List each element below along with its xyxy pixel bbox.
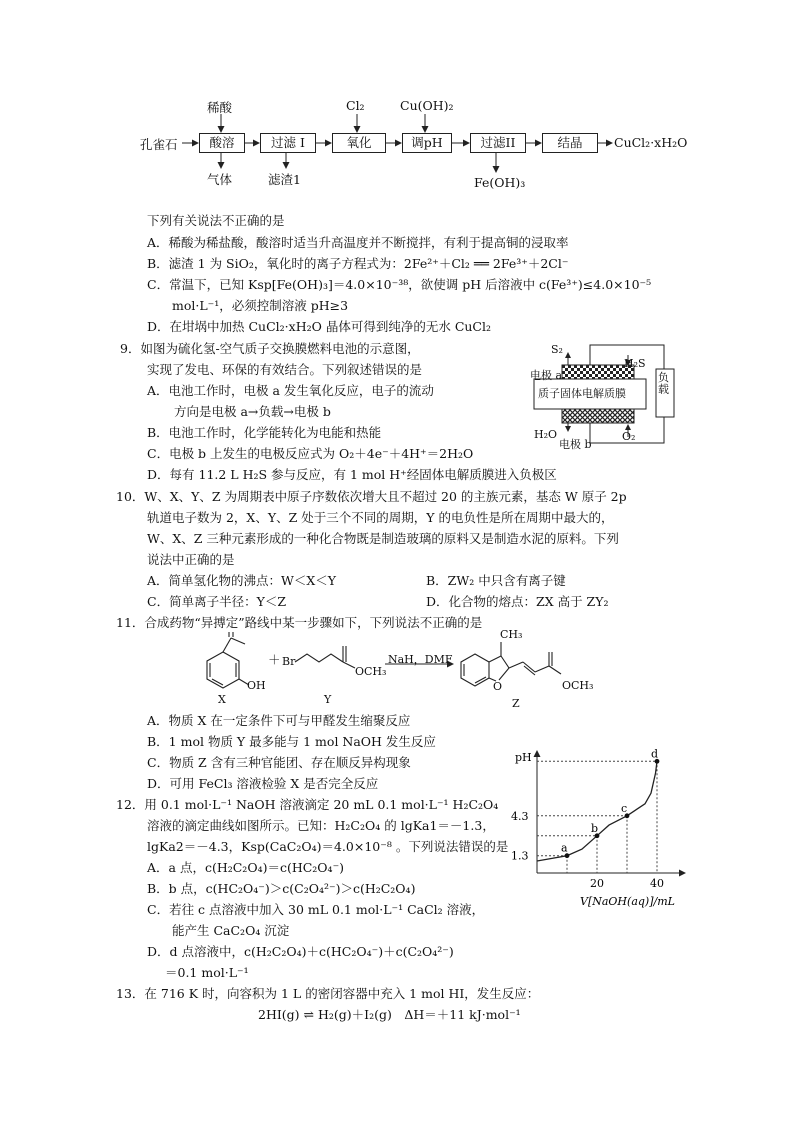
q9-option-b: B．电池工作时，化学能转化为电能和热能 <box>147 425 382 440</box>
q12-option-a: A．a 点，c(H₂C₂O₄)＝c(HC₂O₄⁻) <box>147 860 345 875</box>
reaction-plus: ＋ <box>268 652 281 667</box>
q9-stem-line2: 实现了发电、环保的有效结合。下列叙述错误的是 <box>147 362 423 377</box>
flow-step-adjust-ph: 调pH <box>402 133 452 153</box>
q8-option-c-line2: mol·L⁻¹，必须控制溶液 pH≥3 <box>172 298 349 313</box>
process-flow-diagram <box>0 0 794 200</box>
reaction-z-ch3: CH₃ <box>500 628 523 641</box>
fuel-cell-electrode-a-label: 电极 a <box>530 369 563 382</box>
fuel-cell-membrane-label: 质子固体电解质膜 <box>538 387 626 400</box>
flow-input-cuoh2: Cu(OH)₂ <box>400 98 454 113</box>
q12-option-c-line1: C．若往 c 点溶液中加入 30 mL 0.1 mol·L⁻¹ CaCl₂ 溶液， <box>147 902 485 917</box>
reaction-label-z: Z <box>512 697 520 710</box>
reaction-scheme <box>195 632 615 712</box>
q10-stem-line1: 10．W、X、Y、Z 为周期表中原子序数依次增大且不超过 20 的主族元素，基态 W 原子 2p <box>116 489 627 504</box>
q8-option-c-line1: C．常温下，已知 Ksp[Fe(OH)₃]＝4.0×10⁻³⁸，欲使调 pH 后溶液中 c(Fe³⁺)≤4.0×10⁻⁵ <box>147 277 652 292</box>
chart-y-tick-1-3: 1.3 <box>511 849 529 863</box>
q12-option-b: B．b 点，c(HC₂O₄⁻)＞c(C₂O₄²⁻)＞c(H₂C₂O₄) <box>147 881 416 896</box>
q11-option-a: A．物质 X 在一定条件下可与甲醛发生缩聚反应 <box>147 713 411 728</box>
reaction-y-och3: OCH₃ <box>355 665 387 678</box>
q9-stem-line1: 9．如图为硫化氢-空气质子交换膜燃料电池的示意图， <box>120 341 420 356</box>
structure-y <box>295 646 355 668</box>
fuel-cell-s2-label: S₂ <box>551 343 563 356</box>
fuel-cell-electrode-b-label: 电极 b <box>559 438 592 451</box>
reaction-br: Br <box>282 655 296 668</box>
flow-output-feoh3: Fe(OH)₃ <box>474 175 526 190</box>
flow-step-acid-dissolve: 酸溶 <box>199 133 245 153</box>
q8-option-b: B．滤渣 1 为 SiO₂，氧化时的离子方程式为：2Fe²⁺＋Cl₂ ══ 2Fe³⁺＋2Cl⁻ <box>147 256 569 271</box>
reaction-z-ring-o: O <box>493 680 503 693</box>
structure-z <box>461 642 561 686</box>
q11-option-c: C．物质 Z 含有三种官能团、存在顺反异构现象 <box>147 755 411 770</box>
q12-option-c-line2: 能产生 CaC₂O₄ 沉淀 <box>172 923 290 938</box>
reaction-label-y: Y <box>324 693 332 706</box>
q11-option-d: D．可用 FeCl₃ 溶液检验 X 是否完全反应 <box>147 776 379 791</box>
q8-option-d: D．在坩埚中加热 CuCl₂·xH₂O 晶体可得到纯净的无水 CuCl₂ <box>147 319 492 334</box>
q12-stem-line3: lgKa2＝－4.3，Ksp(CaC₂O₄)＝4.0×10⁻⁸ 。下列说法错误的是 <box>147 839 509 854</box>
chart-point-label-b: b <box>591 821 599 835</box>
flow-step-crystallize: 结晶 <box>542 133 598 153</box>
q13-stem: 13．在 716 K 时，向容积为 1 L 的密闭容器中充入 1 mol HI，发生反应： <box>116 986 540 1001</box>
q10-option-a: A．简单氢化物的沸点：W＜X＜Y <box>147 573 337 588</box>
flow-input-cl2: Cl₂ <box>346 98 365 113</box>
q12-stem-line1: 12．用 0.1 mol·L⁻¹ NaOH 溶液滴定 20 mL 0.1 mol·L⁻¹ H₂C₂O₄ <box>116 797 499 812</box>
q8-option-a: A．稀酸为稀盐酸，酸溶时适当升高温度并不断搅拌，有利于提高铜的浸取率 <box>147 235 569 250</box>
q10-stem-line2: 轨道电子数为 2，X、Y、Z 处于三个不同的周期，Y 的电负性是所在周期中最大的， <box>147 510 614 525</box>
fuel-cell-h2s-label: H₂S <box>624 357 646 370</box>
structure-x <box>207 632 249 688</box>
q9-option-a-line2: 方向是电极 a→负载→电极 b <box>174 404 331 419</box>
fuel-cell-o2-label: O₂ <box>622 430 636 443</box>
q10-stem-line4: 说法中正确的是 <box>147 552 235 567</box>
q12-option-d-line1: D．d 点溶液中，c(H₂C₂O₄)＋c(HC₂O₄⁻)＋c(C₂O₄²⁻) <box>147 944 454 959</box>
reaction-x-oh: OH <box>247 679 266 692</box>
flow-input-dilute-acid: 稀酸 <box>207 100 233 115</box>
flow-step-oxidize: 氧化 <box>332 133 386 153</box>
q9-option-c: C．电极 b 上发生的电极反应式为 O₂＋4e⁻＋4H⁺＝2H₂O <box>147 446 474 461</box>
flow-step-filter-2: 过滤II <box>470 133 526 153</box>
chart-x-tick-20: 20 <box>590 877 604 890</box>
q13-equation: 2HI(g) ⇌ H₂(g)＋I₂(g) ΔH＝＋11 kJ·mol⁻¹ <box>258 1007 521 1022</box>
q10-option-c: C．简单离子半径：Y＜Z <box>147 594 287 609</box>
q12-option-d-line2: ＝0.1 mol·L⁻¹ <box>165 965 249 980</box>
q11-stem: 11．合成药物“异搏定”路线中某一步骤如下，下列说法不正确的是 <box>116 615 483 630</box>
flow-output-residue-1: 滤渣1 <box>268 172 301 187</box>
flow-start-label: 孔雀石 <box>140 137 178 152</box>
q12-stem-line2: 溶液的滴定曲线如图所示。已知：H₂C₂O₄ 的 lgKa1＝－1.3， <box>147 818 495 833</box>
chart-x-tick-40: 40 <box>650 877 664 890</box>
chart-x-label: V[NaOH(aq)]/mL <box>580 895 675 908</box>
chart-point-label-a: a <box>561 841 568 855</box>
titration-chart <box>505 745 705 915</box>
q11-option-b: B．1 mol 物质 Y 最多能与 1 mol NaOH 发生反应 <box>147 734 436 749</box>
reaction-label-x: X <box>218 693 226 706</box>
fuel-cell-h2o-label: H₂O <box>534 428 558 441</box>
flow-step-filter-1: 过滤 I <box>260 133 316 153</box>
flow-output-gas: 气体 <box>207 172 233 187</box>
q10-option-b: B．ZW₂ 中只含有离子键 <box>426 573 566 588</box>
flow-product-label: CuCl₂·xH₂O <box>614 135 688 150</box>
q8-stem: 下列有关说法不正确的是 <box>147 213 285 228</box>
chart-curve <box>537 760 658 861</box>
chart-y-label: pH <box>515 751 532 764</box>
q9-option-d: D．每有 11.2 L H₂S 参与反应，有 1 mol H⁺经固体电解质膜进入负极区 <box>147 467 557 482</box>
q9-option-a-line1: A．电池工作时，电极 a 发生氧化反应，电子的流动 <box>147 383 434 398</box>
reaction-z-och3: OCH₃ <box>562 679 594 692</box>
chart-y-tick-4-3: 4.3 <box>511 809 529 823</box>
chart-point-label-c: c <box>621 801 628 815</box>
fuel-cell-load-label: 负载 <box>658 371 669 396</box>
q10-option-d: D．化合物的熔点：ZX 高于 ZY₂ <box>426 594 609 609</box>
chart-point-label-d: d <box>651 747 659 761</box>
q10-stem-line3: W、X、Z 三种元素形成的一种化合物既是制造玻璃的原料又是制造水泥的原料。下列 <box>147 531 619 546</box>
reaction-conditions: NaH，DMF <box>388 653 453 666</box>
